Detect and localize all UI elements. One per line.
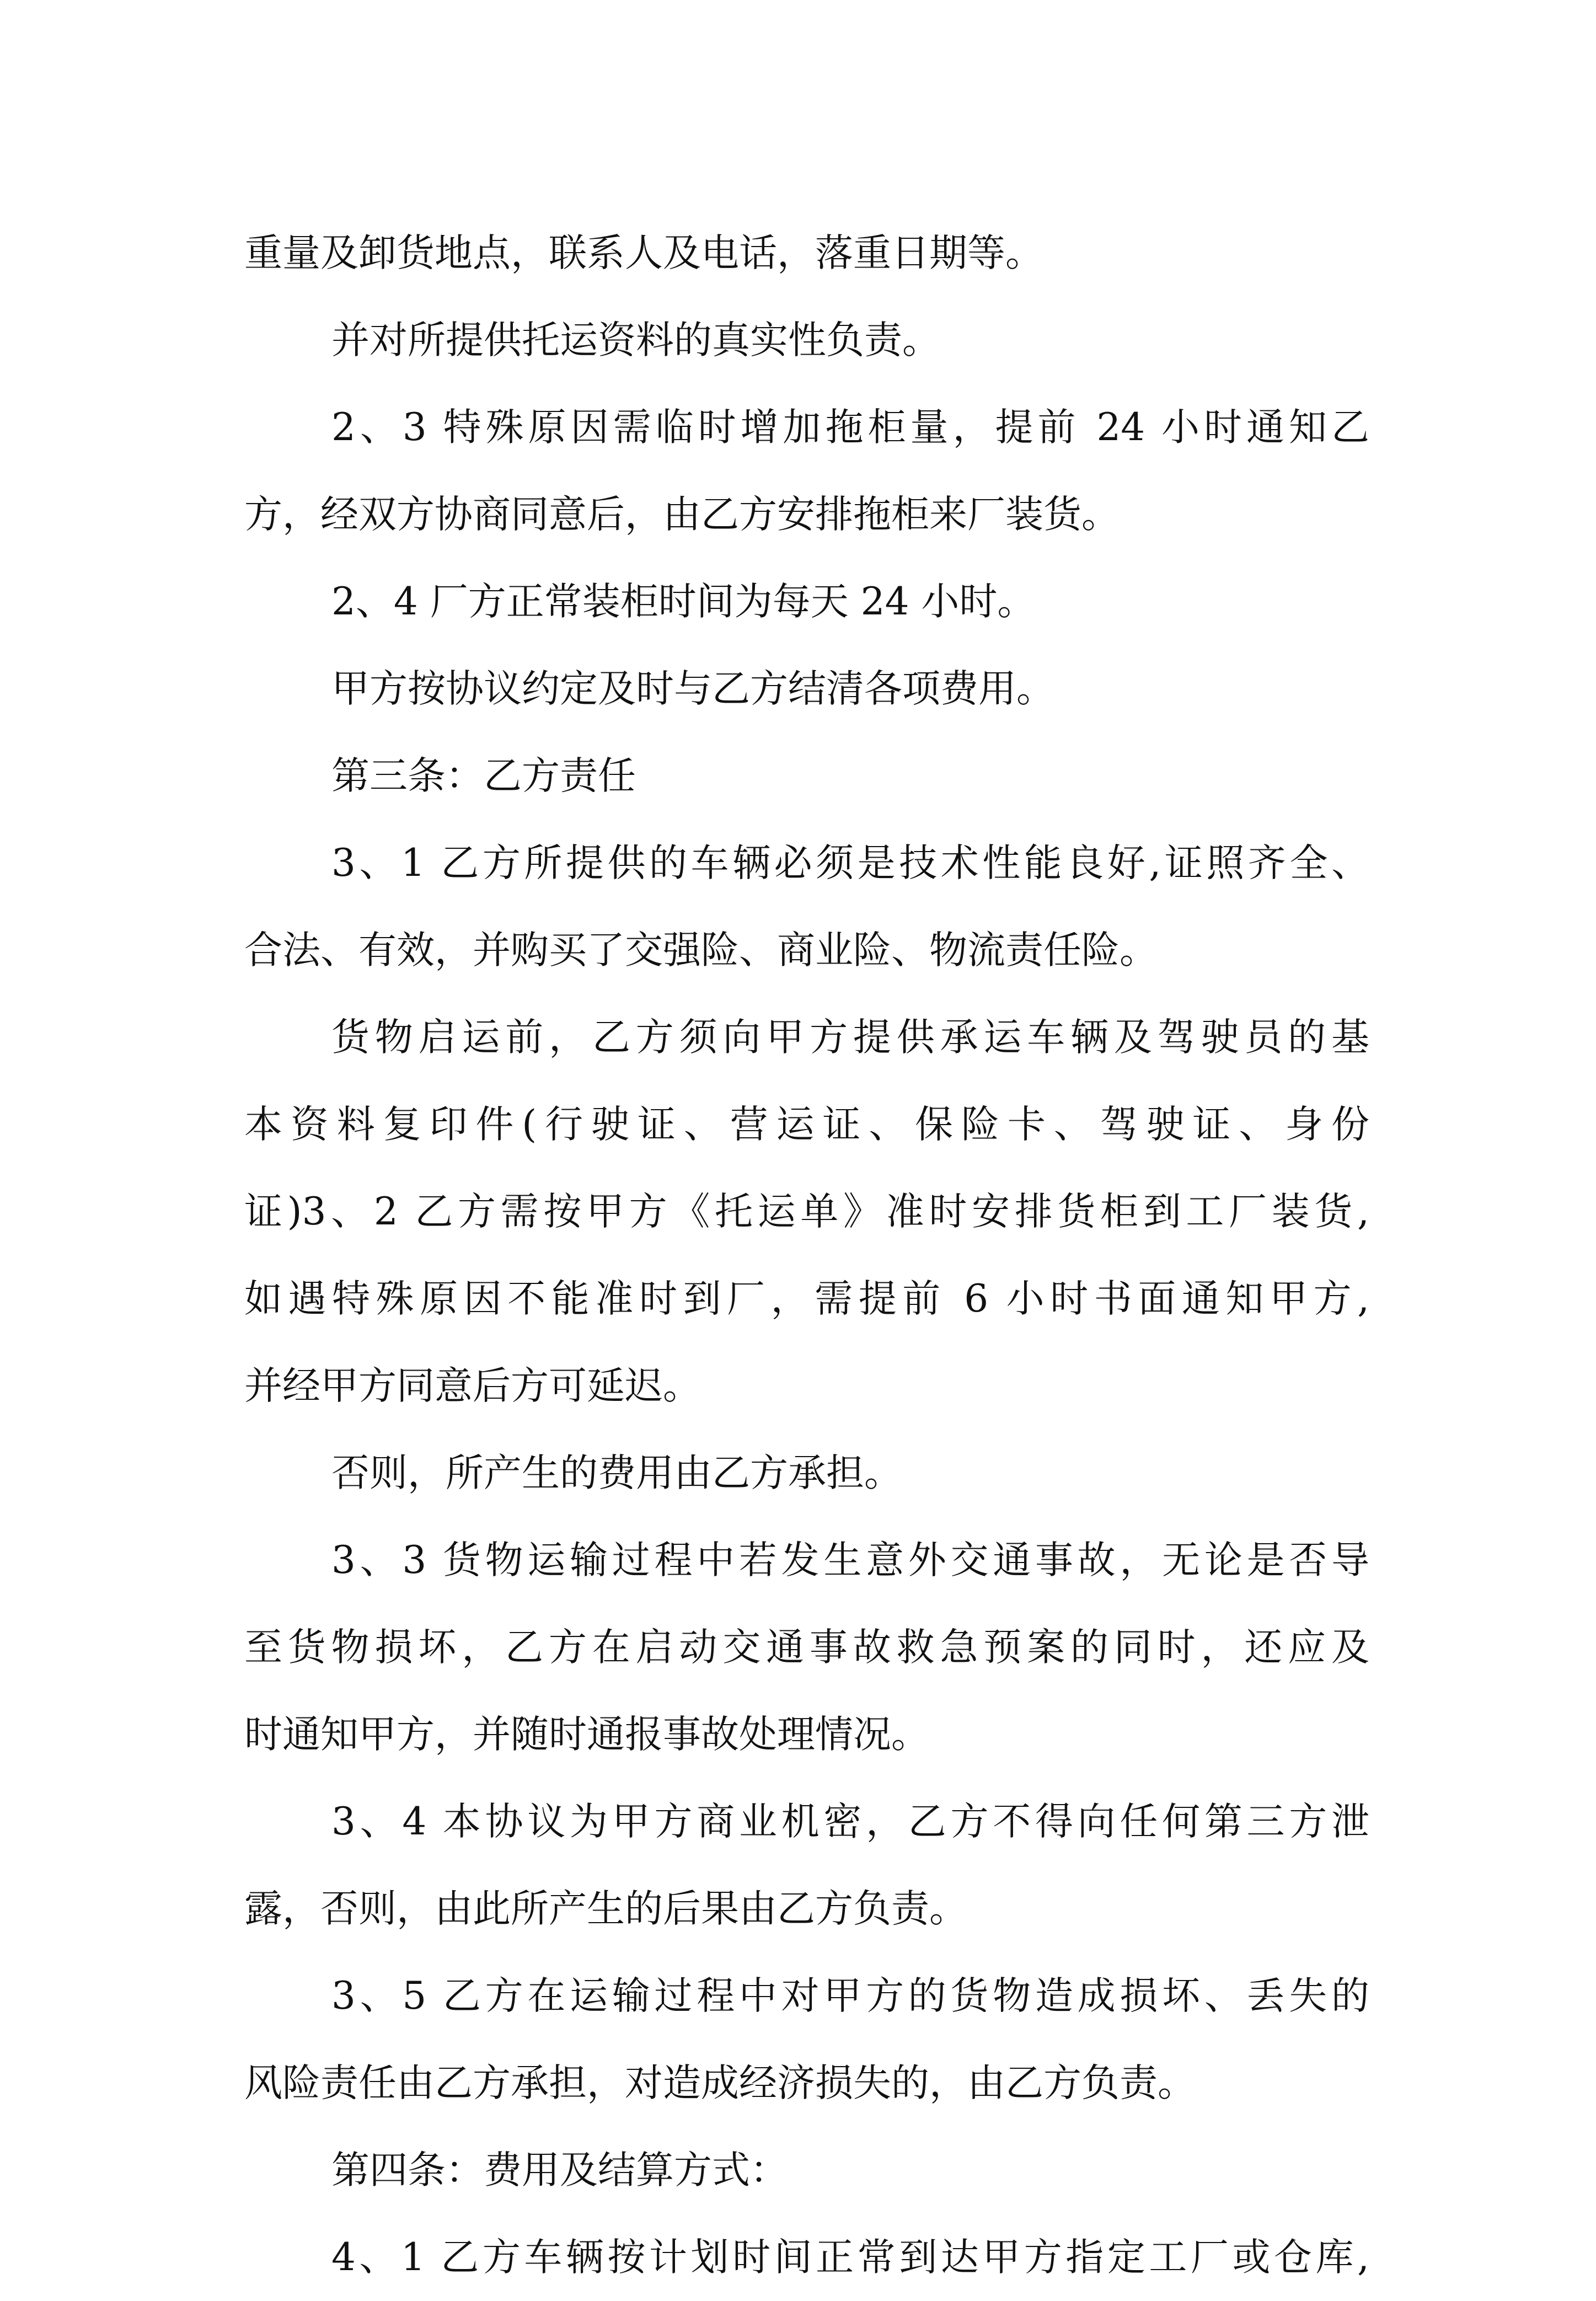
text-line: 证)3、2 乙方需按甲方《托运单》准时安排货柜到工厂装货, — [244, 1190, 1369, 1234]
text-line: 货物启运前，乙方须向甲方提供承运车辆及驾驶员的基 — [331, 1015, 1369, 1059]
text-line: 合法、有效，并购买了交强险、商业险、物流责任险。 — [244, 928, 1158, 972]
text-line: 本资料复印件(行驶证、营运证、保险卡、驾驶证、身份 — [244, 1103, 1369, 1147]
text-line: 否则，所产生的费用由乙方承担。 — [331, 1451, 902, 1495]
section-heading: 第三条：乙方责任 — [331, 754, 636, 798]
document-body — [244, 210, 1369, 2301]
text-line: 并经甲方同意后方可延迟。 — [244, 1364, 701, 1408]
text-line: 4、1 乙方车辆按计划时间正常到达甲方指定工厂或仓库, — [331, 2235, 1369, 2279]
text-line: 甲方按协议约定及时与乙方结清各项费用。 — [331, 667, 1054, 711]
text-line: 如遇特殊原因不能准时到厂，需提前 6 小时书面通知甲方, — [244, 1277, 1369, 1321]
text-line: 时通知甲方，并随时通报事故处理情况。 — [244, 1713, 929, 1757]
text-line: 至货物损坏，乙方在启动交通事故救急预案的同时，还应及 — [244, 1625, 1369, 1669]
text-line: 重量及卸货地点，联系人及电话，落重日期等。 — [244, 231, 1043, 275]
text-line: 3、1 乙方所提供的车辆必须是技术性能良好,证照齐全、 — [331, 841, 1369, 885]
text-line: 2、3 特殊原因需临时增加拖柜量，提前 24 小时通知乙 — [331, 405, 1369, 450]
text-line: 露，否则，由此所产生的后果由乙方负责。 — [244, 1887, 967, 1931]
text-line: 并对所提供托运资料的真实性负责。 — [331, 318, 940, 362]
text-line: 3、5 乙方在运输过程中对甲方的货物造成损坏、丢失的 — [331, 1974, 1369, 2018]
text-line: 方，经双方协商同意后，由乙方安排拖柜来厂装货。 — [244, 493, 1120, 537]
section-heading: 第四条：费用及结算方式： — [331, 2148, 788, 2192]
text-line: 2、4 厂方正常装柜时间为每天 24 小时。 — [331, 580, 1036, 624]
text-line: 3、3 货物运输过程中若发生意外交通事故，无论是否导 — [331, 1538, 1369, 1582]
text-line: 风险责任由乙方承担，对造成经济损失的，由乙方负责。 — [244, 2061, 1196, 2105]
text-line: 3、4 本协议为甲方商业机密，乙方不得向任何第三方泄 — [331, 1800, 1369, 1844]
